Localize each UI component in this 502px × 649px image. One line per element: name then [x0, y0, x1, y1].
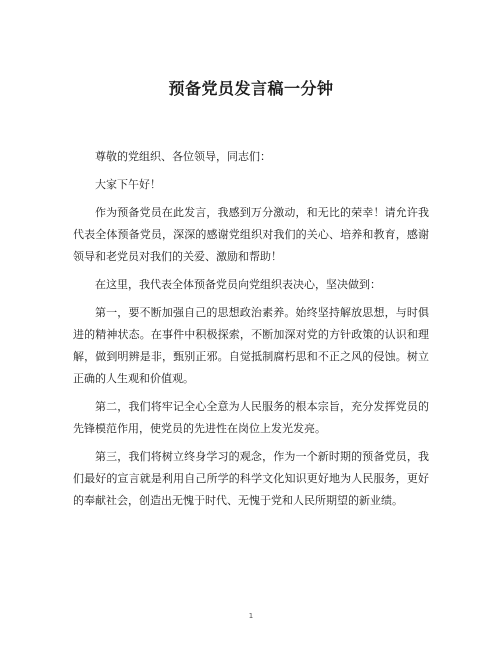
document-body	[73, 146, 429, 518]
paragraph-second: 第二，我们将牢记全心全意为人民服务的根本宗旨，充分发挥党员的先锋模范作用，使党员的先进性在岗位上发光发亮。	[73, 400, 429, 435]
paragraph-first: 第一，要不断加强自己的思想政治素养。始终坚持解放思想，与时俱进的精神状态。在事件中积极探索，不断加深对党的方针政策的认识和理解，做到明辨是非，甄别正邪。自觉抵制腐朽思和不正之风的侵蚀。树立正确的人生观和价值观。	[73, 306, 429, 385]
page-number: 1	[248, 612, 254, 620]
document-title: 预备党员发言稿一分钟	[168, 79, 334, 98]
paragraph-greeting: 大家下午好！	[95, 178, 161, 191]
paragraph-pledge: 在这里，我代表全体预备党员向党组织表决心，坚决做到：	[95, 278, 381, 291]
paragraph-intro: 作为预备党员在此发言，我感到万分激动，和无比的荣幸！请允许我代表全体预备党员，深深的感谢党组织对我们的关心、培养和教育，感谢领导和老党员对我们的关爱、激励和帮助！	[73, 206, 429, 263]
paragraph-third: 第三，我们将树立终身学习的观念，作为一个新时期的预备党员，我们最好的宣言就是利用自己所学的科学文化知识更好地为人民服务，更好的奉献社会，创造出无愧于时代、无愧于党和人民所期望的新业绩。	[73, 450, 429, 507]
paragraph-salutation: 尊敬的党组织、各位领导，同志们：	[95, 150, 271, 163]
